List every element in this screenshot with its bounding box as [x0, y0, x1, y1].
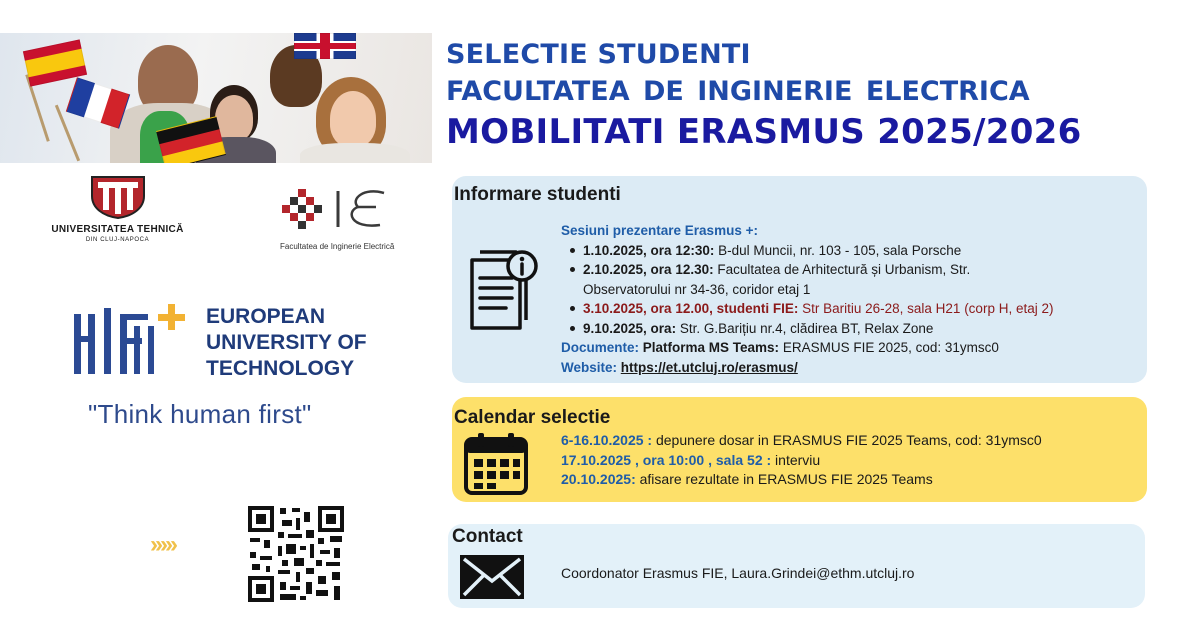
- documents-line: [561, 338, 1141, 358]
- student-figure: [330, 91, 376, 147]
- fie-emblem-icon: [280, 185, 410, 233]
- session-location: B-dul Muncii, nr. 103 - 105, sala Porsche: [714, 242, 962, 258]
- document-info-icon: [466, 248, 542, 334]
- session-location: Str Baritiu 26-28, sala H21 (corp H, etaj 2): [798, 301, 1054, 316]
- calendar-panel: [452, 397, 1147, 502]
- calendar-item: [561, 470, 1141, 490]
- eut-name-line: TECHNOLOGY: [206, 357, 355, 380]
- documents-label: Documente:: [561, 340, 640, 355]
- sessions-list: [561, 241, 1141, 339]
- contact-text[interactable]: Coordonator Erasmus FIE, Laura.Grindei@ethm.utcluj.ro: [561, 565, 915, 581]
- title-line-1: SELECTIE STUDENTI: [446, 39, 751, 70]
- title-line-2: FACULTATEA DE INGINERIE ELECTRICA: [446, 76, 1030, 107]
- info-title: Informare studenti: [454, 184, 621, 205]
- info-body: [561, 221, 1141, 377]
- session-item: [561, 260, 1141, 299]
- uk-flag: [294, 33, 356, 59]
- qr-code[interactable]: [248, 506, 344, 602]
- calendar-date: 20.10.2025:: [561, 471, 636, 487]
- session-date: 3.10.2025, ora 12.00, studenti FIE:: [583, 301, 799, 316]
- calendar-item: [561, 431, 1141, 451]
- documents-value: ERASMUS FIE 2025, cod: 31ymsc0: [779, 340, 999, 355]
- info-panel: [452, 176, 1147, 383]
- calendar-icon: [462, 431, 530, 497]
- france-flag: [66, 77, 130, 129]
- utcn-emblem-icon: [89, 174, 147, 220]
- utcn-name: UNIVERSITATEA TEHNICĂ: [51, 224, 184, 235]
- calendar-date: 17.10.2025 , ora 10:00 , sala 52 :: [561, 451, 772, 468]
- contact-panel: [448, 524, 1145, 608]
- contact-title: Contact: [452, 526, 523, 547]
- sessions-heading: Sesiuni prezentare Erasmus +:: [561, 223, 758, 238]
- documents-platform: Platforma MS Teams:: [639, 340, 780, 355]
- students-photo: [0, 33, 432, 163]
- eut-name-line: EUROPEAN: [206, 305, 326, 328]
- website-link[interactable]: https://et.utcluj.ro/erasmus/: [620, 359, 798, 375]
- calendar-text: interviu: [771, 451, 821, 468]
- title-line-3: MOBILITATI ERASMUS 2025/2026: [446, 112, 1082, 152]
- arrows-icon: ›››››: [150, 531, 175, 558]
- session-item: [561, 299, 1141, 319]
- eut-name-line: UNIVERSITY OF: [206, 331, 367, 354]
- calendar-item: [561, 451, 1141, 471]
- session-date: 1.10.2025, ora 12:30:: [583, 242, 715, 258]
- calendar-text: depunere dosar in ERASMUS FIE 2025 Teams, cod: 31ymsc0: [652, 432, 1042, 448]
- session-date: 9.10.2025, ora:: [583, 320, 677, 336]
- session-date: 2.10.2025, ora 12.30:: [583, 262, 714, 277]
- fie-logo: [280, 185, 430, 251]
- title-block: [446, 36, 1146, 154]
- student-figure: [300, 143, 410, 163]
- eut-slogan: "Think human first": [88, 399, 312, 429]
- website-line: [561, 358, 1141, 378]
- fie-caption: Facultatea de Inginerie Electrică: [280, 242, 395, 251]
- session-location: Str. G.Barițiu nr.4, clădirea BT, Relax Zone: [676, 320, 934, 336]
- utcn-city: DIN CLUJ-NAPOCA: [85, 237, 150, 243]
- utcn-logo: [40, 174, 195, 243]
- session-item: [561, 241, 1141, 261]
- eut-name: [206, 304, 367, 382]
- calendar-title: Calendar selectie: [454, 407, 611, 428]
- eut-emblem-icon: [68, 300, 198, 380]
- calendar-text: afisare rezultate in ERASMUS FIE 2025 Teams: [635, 471, 933, 487]
- calendar-date: 6-16.10.2025 :: [561, 432, 653, 448]
- session-item: [561, 319, 1141, 339]
- envelope-icon: [458, 553, 526, 601]
- session-location: Facultatea de Arhitectură și Urbanism, Str. Observatorului nr 34-36, coridor etaj 1: [583, 262, 971, 297]
- website-label: Website:: [561, 359, 618, 375]
- calendar-body: [561, 431, 1141, 490]
